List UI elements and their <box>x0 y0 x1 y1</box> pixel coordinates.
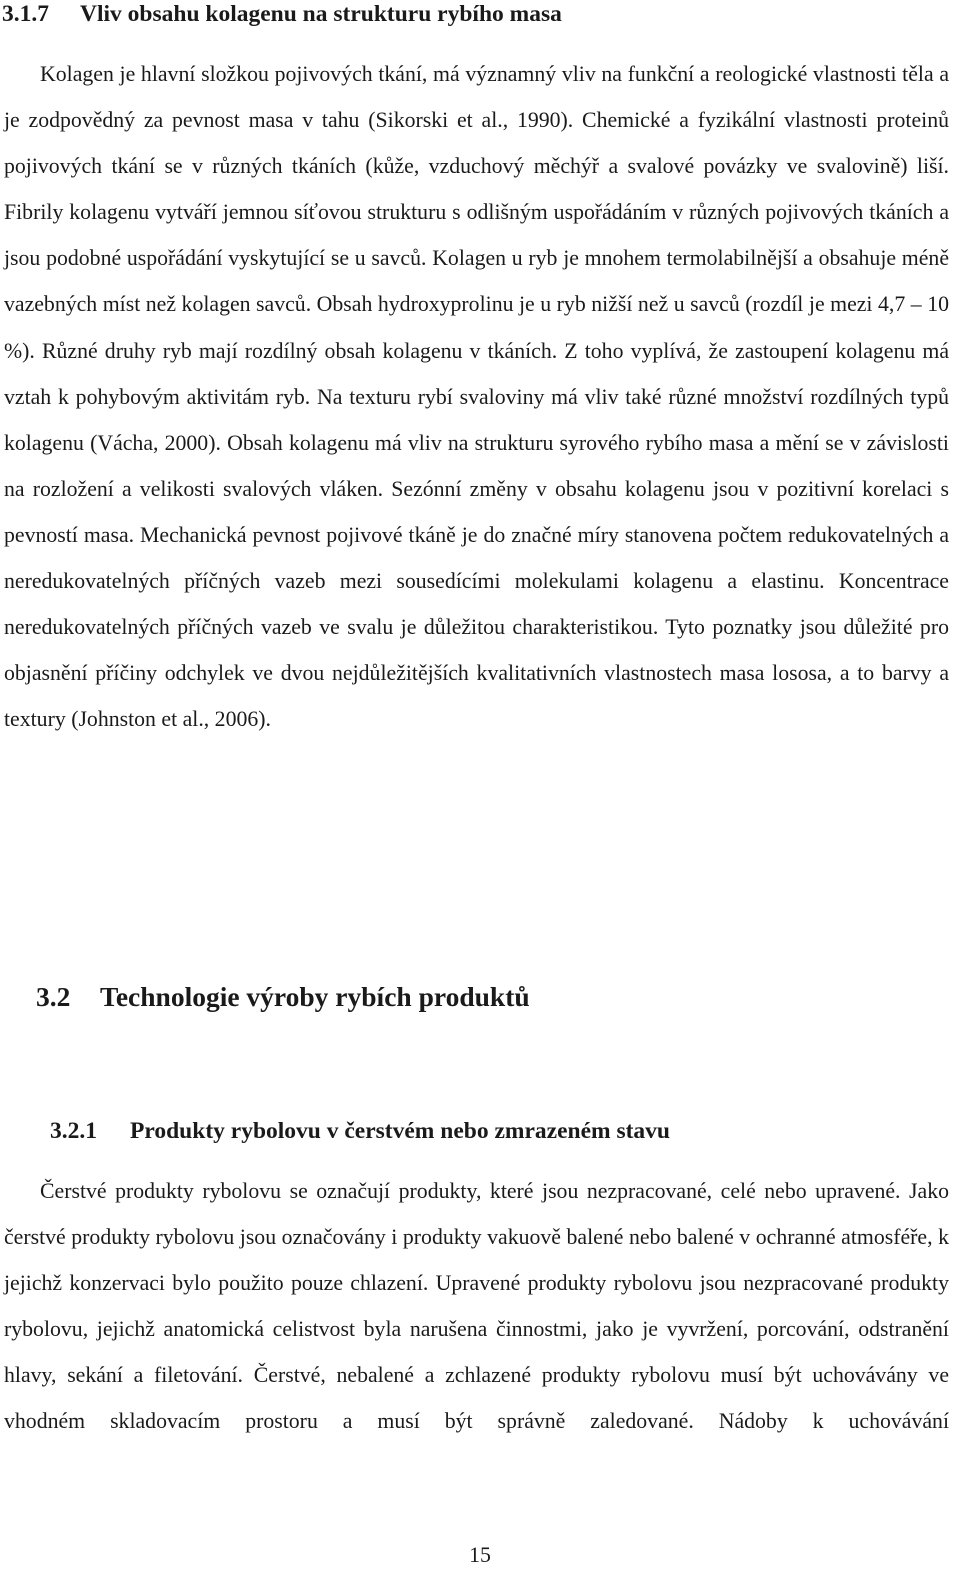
section-number: 3.2.1 <box>50 1118 97 1144</box>
page-number: 15 <box>469 1543 491 1567</box>
section-heading-3-2 <box>36 978 530 1016</box>
section-heading-3-1-7 <box>2 0 562 32</box>
section-number: 3.1.7 <box>2 1 49 27</box>
section-title: Vliv obsahu kolagenu na strukturu rybího masa <box>80 1 562 27</box>
section-title: Technologie výroby rybích produktů <box>100 981 530 1012</box>
paragraph-fresh-products: Čerstvé produkty rybolovu se označují produkty, které jsou nezpracované, celé nebo upravené. Jako čerstvé produkty rybolovu jsou označovány i produkty vakuově balené nebo balené v ochranné atmosféře, k jejichž konzervaci bylo použito pouze chlazení. Upravené produkty rybolovu jsou nezpracované produkty rybolovu, jejichž anatomická celistvost byla narušena činnostmi, jako je vyvržení, porcování, odstranění hlavy, sekání a filetování. Čerstvé, nebalené a zchlazené produkty rybolovu musí být uchovávány ve vhodném skladovacím prostoru a musí být správně zaledované. Nádoby k uchovávání <box>4 1179 949 1434</box>
paragraph-collagen: Kolagen je hlavní složkou pojivových tkání, má významný vliv na funkční a reologické vlastnosti těla a je zodpovědný za pevnost masa v tahu (Sikorski et al., 1990). Chemické a fyzikální vlastnosti proteinů pojivových tkání se v různých tkáních (kůže, vzduchový měchýř a svalové povázky ve svalovině) liší. Fibrily kolagenu vytváří jemnou síťovou strukturu s odlišným uspořádáním v různých pojivových tkáních a jsou podobné uspořádání vyskytující se u savců. Kolagen u ryb je mnohem termolabilnější a obsahuje méně vazebných míst než kolagen savců. Obsah hydroxyprolinu je u ryb nižší než u savců (rozdíl je mezi 4,7 – 10 %). Různé druhy ryb mají rozdílný obsah kolagenu v tkáních. Z toho vyplívá, že zastoupení kolagenu má vztah k pohybovým aktivitám ryb. Na texturu rybí svaloviny má vliv také různé množství rozdílných typů kolagenu (Vácha, 2000). Obsah kolagenu má vliv na strukturu syrového rybího masa a mění se v závislosti na rozložení a velikosti svalových vláken. Sezónní změny v obsahu kolagenu jsou v pozitivní korelaci s pevností masa. Mechanická pevnost pojivové tkáně je do značné míry stanovena počtem redukovatelných a neredukovatelných příčných vazeb mezi sousedícími molekulami kolagenu a elastinu. Koncentrace neredukovatelných příčných vazeb ve svalu je důležitou charakteristikou. Tyto poznatky jsou důležité pro objasnění příčiny odchylek ve dvou nejdůležitějších kvalitativních vlastnostech masa lososa, a to barvy a textury (Johnston et al., 2006). <box>4 62 949 732</box>
section-heading-3-2-1 <box>50 1113 670 1149</box>
section-number: 3.2 <box>36 981 71 1012</box>
section-title: Produkty rybolovu v čerstvém nebo zmrazeném stavu <box>130 1118 670 1144</box>
